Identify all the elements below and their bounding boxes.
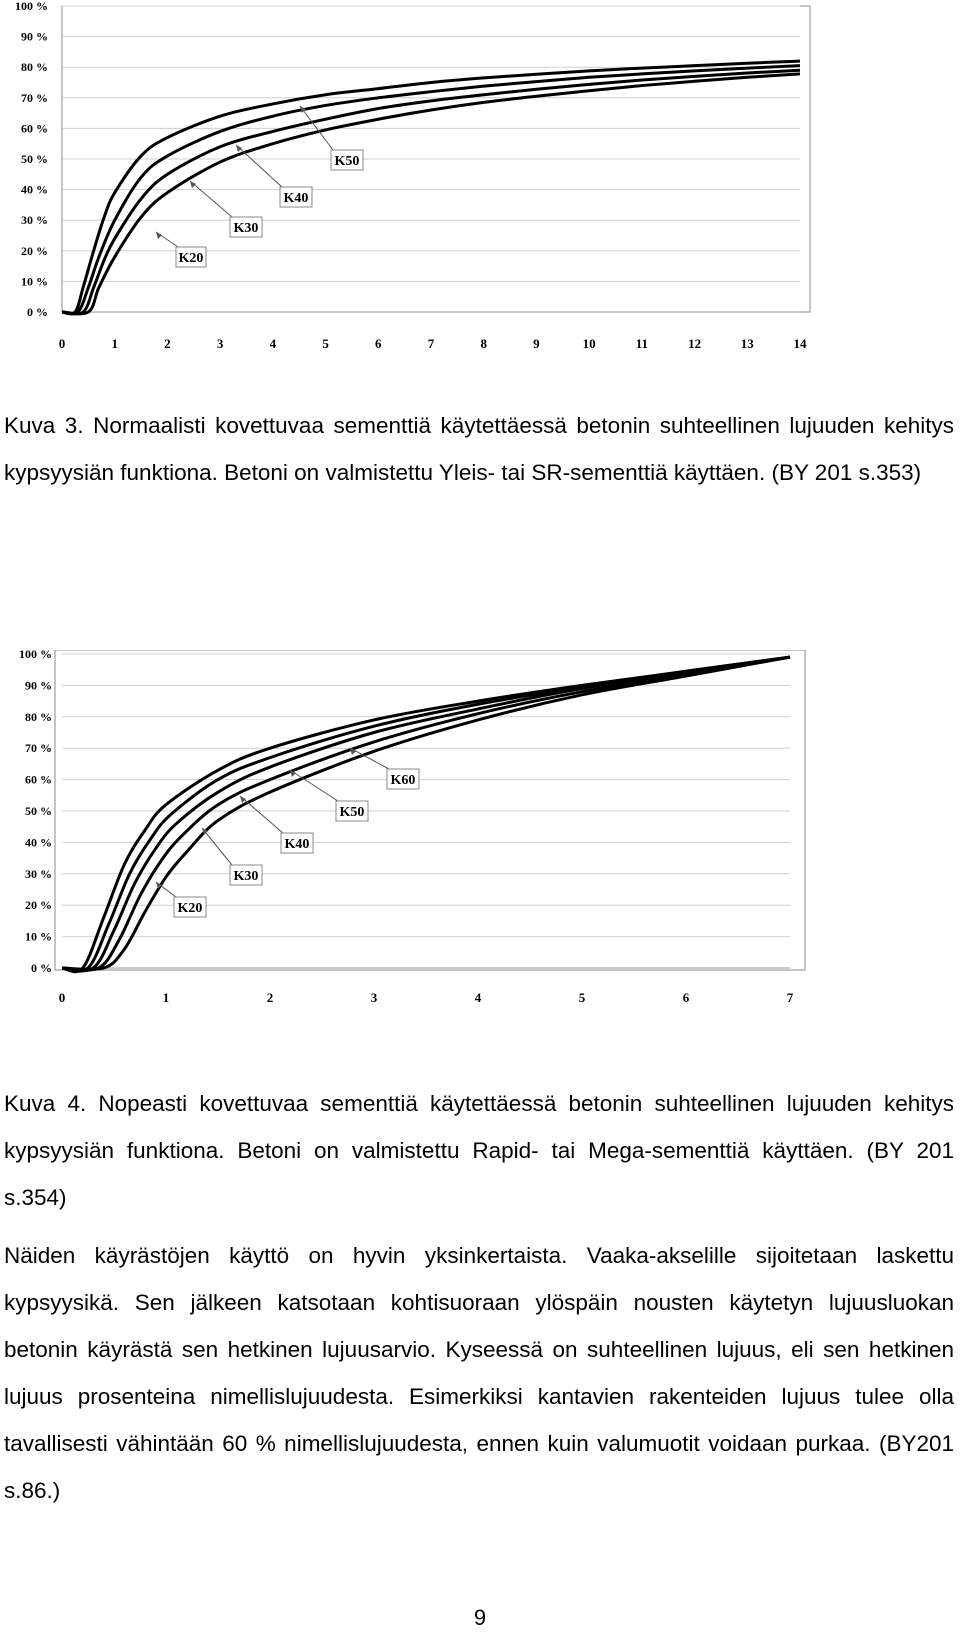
y-tick-label: 80 %	[21, 60, 48, 75]
x-tick-label: 6	[375, 336, 382, 351]
chart-figure-4	[0, 650, 960, 1070]
x-tick-label: 4	[474, 990, 482, 1005]
y-tick-label: 0 %	[27, 305, 48, 319]
figure-4-caption: Kuva 4. Nopeasti kovettuvaa sementtiä käytettäessä betonin suhteellinen lujuuden kehitys kypsyysiän funktiona. Betoni on valmistettu Rapid- tai Mega-sementtiä käyttäen. (BY 201 s.354)	[4, 1091, 954, 1210]
x-tick-label: 8	[480, 336, 487, 351]
y-tick-label: 80 %	[25, 709, 52, 724]
y-tick-label: 70 %	[21, 90, 48, 105]
chart-figure-3	[0, 0, 960, 380]
x-tick-label: 7	[427, 336, 435, 351]
x-tick-label: 1	[162, 990, 170, 1005]
y-tick-label: 60 %	[25, 772, 52, 787]
y-tick-label: 0 %	[31, 961, 52, 975]
x-tick-label: 14	[793, 336, 807, 351]
callout-label-k30: K30	[233, 221, 259, 236]
y-tick-label: 20 %	[21, 243, 48, 258]
x-tick-label: 7	[786, 990, 794, 1005]
callout-label-k50: K50	[339, 805, 365, 820]
x-tick-label: 5	[578, 990, 586, 1005]
y-tick-label: 90 %	[21, 29, 48, 44]
body-paragraph: Näiden käyrästöjen käyttö on hyvin yksinkertaista. Vaaka-akselille sijoitetaan laskettu kypsyysikä. Sen jälkeen katsotaan kohtisuoraan ylöspäin nousten käytetyn lujuusluokan betonin käyrästä sen hetkinen lujuusarvio. Kyseessä on suhteellinen lujuus, eli sen hetkinen lujuus prosenteina nimellislujuudesta. Esimerkiksi kantavien rakenteiden lujuus tulee olla tavallisesti vähintään 60 % nimellislujuudesta, ennen kuin valumuotit voidaan purkaa. (BY201 s.86.)	[4, 1243, 954, 1503]
y-tick-label: 30 %	[21, 213, 48, 228]
x-tick-label: 6	[682, 990, 690, 1005]
y-tick-label: 60 %	[21, 121, 48, 136]
x-tick-label: 0	[58, 336, 66, 351]
x-tick-label: 3	[370, 990, 378, 1005]
y-tick-label: 20 %	[25, 898, 52, 913]
callout-label-k20: K20	[177, 901, 203, 916]
x-tick-label: 10	[582, 336, 596, 351]
callout-label-k30: K30	[233, 869, 259, 884]
callout-label-k50: K50	[334, 154, 360, 169]
figure-3-caption: Kuva 3. Normaalisti kovettuvaa sementtiä käytettäessä betonin suhteellinen lujuuden kehitys kypsyysiän funktiona. Betoni on valmistettu Yleis- tai SR-sementtiä käyttäen. (BY 201 s.353)	[4, 413, 954, 485]
x-tick-label: 5	[322, 336, 329, 351]
y-tick-label: 40 %	[25, 835, 52, 850]
y-tick-label: 10 %	[25, 929, 52, 944]
callout-label-k40: K40	[283, 191, 309, 206]
x-tick-label: 3	[216, 336, 224, 351]
x-tick-label: 2	[266, 990, 274, 1005]
x-tick-label: 9	[533, 336, 540, 351]
x-tick-label: 0	[58, 990, 66, 1005]
x-tick-label: 1	[111, 336, 118, 351]
callout-label-k40: K40	[284, 837, 310, 852]
y-tick-label: 70 %	[25, 741, 52, 756]
x-tick-label: 2	[164, 336, 171, 351]
y-tick-label: 30 %	[25, 866, 52, 881]
y-tick-label: 40 %	[21, 182, 48, 197]
callout-label-k60: K60	[390, 773, 416, 788]
y-tick-label: 100 %	[19, 650, 52, 661]
y-tick-label: 50 %	[25, 804, 52, 818]
y-tick-label: 10 %	[21, 274, 48, 289]
x-tick-label: 11	[635, 336, 649, 351]
y-tick-label: 100 %	[15, 0, 48, 13]
y-tick-label: 90 %	[25, 678, 52, 693]
x-tick-label: 13	[740, 336, 754, 351]
y-tick-label: 50 %	[21, 152, 48, 166]
x-tick-label: 4	[269, 336, 277, 351]
x-tick-label: 12	[688, 336, 702, 351]
page-number: 9	[473, 1605, 487, 1630]
plot-area	[55, 650, 805, 970]
callout-label-k20: K20	[178, 251, 204, 266]
